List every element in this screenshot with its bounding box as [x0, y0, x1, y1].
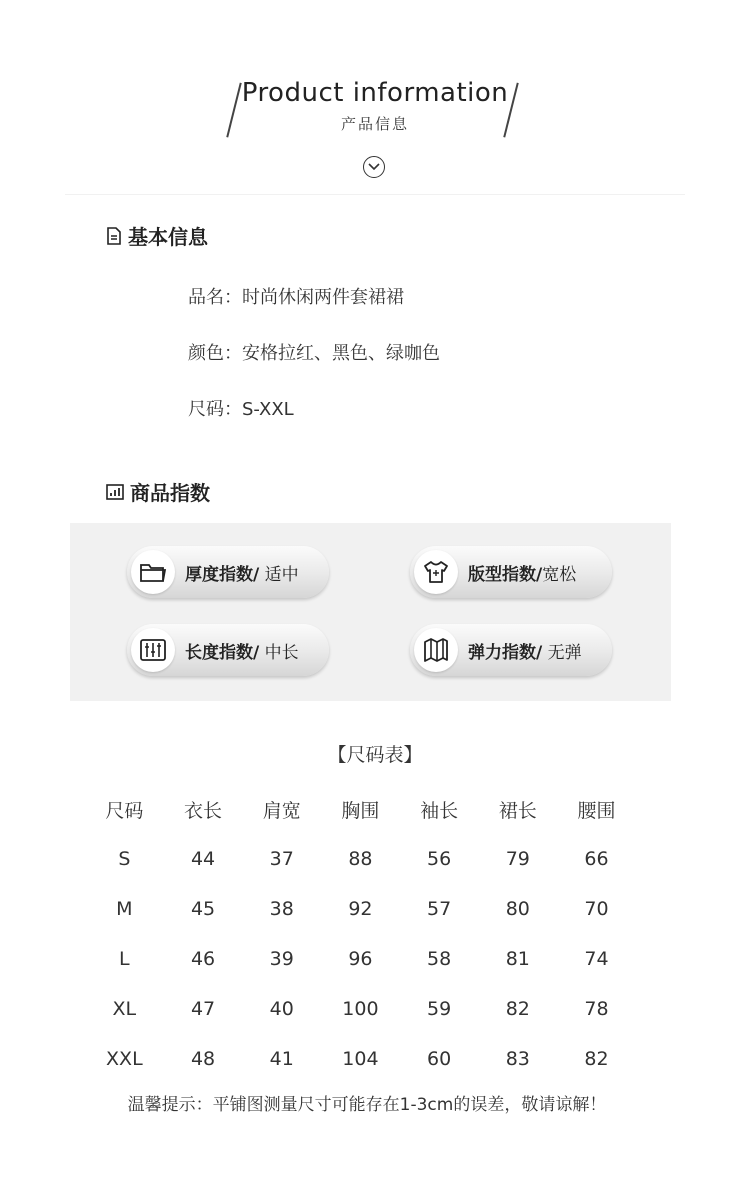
index-pill-fit: [410, 546, 612, 598]
product-index-heading-text: 商品指数: [130, 481, 210, 505]
table-header-cell: 裙长: [498, 799, 537, 822]
table-cell: 40: [269, 998, 294, 1020]
info-row-size: [188, 395, 294, 421]
table-cell: 39: [269, 948, 294, 970]
table-cell: 82: [584, 1048, 609, 1070]
table-cell: S: [118, 848, 131, 870]
index-pill-thickness: [127, 546, 329, 598]
table-cell: 74: [584, 948, 609, 970]
table-header-cell: 胸围: [341, 799, 380, 822]
product-index-panel: [70, 523, 671, 701]
chevron-down-icon: [363, 156, 385, 178]
table-cell: 80: [505, 898, 530, 920]
table-cell: 100: [342, 998, 379, 1020]
basic-info-heading: [106, 221, 208, 250]
info-row-name: [188, 283, 404, 309]
index-value: 中长: [259, 643, 299, 663]
table-cell: 70: [584, 898, 609, 920]
table-cell: 41: [269, 1048, 294, 1070]
measurement-note: 温馨提示：平铺图测量尺寸可能存在1-3cm的误差，敬请谅解！: [127, 1095, 607, 1115]
table-cell: 38: [269, 898, 294, 920]
table-cell: 81: [505, 948, 530, 970]
table-cell: XL: [112, 998, 137, 1020]
table-cell: 44: [190, 848, 216, 870]
table-cell: 78: [584, 998, 609, 1020]
table-cell: 56: [427, 848, 452, 870]
index-label: 长度指数/: [185, 643, 260, 663]
table-cell: 60: [427, 1048, 452, 1070]
table-cell: 46: [190, 948, 216, 970]
table-cell: L: [119, 948, 130, 970]
table-header-cell: 尺码: [105, 799, 144, 822]
basic-info-heading-text: 基本信息: [128, 225, 208, 249]
bar-chart-icon: [106, 484, 124, 500]
table-cell: M: [116, 898, 133, 920]
page-title: Product information: [241, 78, 509, 108]
table-row: [85, 884, 636, 934]
table-cell: 104: [342, 1048, 379, 1070]
table-cell: 48: [190, 1048, 216, 1070]
table-cell: 59: [427, 998, 452, 1020]
table-cell: 58: [427, 948, 452, 970]
size-table: [85, 784, 636, 1084]
index-value: 适中: [259, 565, 299, 585]
table-cell: 92: [348, 898, 373, 920]
index-label: 弹力指数/: [468, 643, 543, 663]
table-cell: 37: [269, 848, 294, 870]
table-row: [85, 834, 636, 884]
table-cell: 82: [505, 998, 530, 1020]
info-value: S-XXL: [242, 399, 294, 420]
table-header-cell: 袖长: [420, 799, 459, 822]
map-icon: [414, 628, 458, 672]
table-row: [85, 984, 636, 1034]
info-value: 时尚休闲两件套裙裙: [242, 287, 404, 308]
table-cell: 79: [505, 848, 530, 870]
table-cell: 57: [427, 898, 452, 920]
table-row: [85, 1034, 636, 1084]
tshirt-icon: [414, 550, 458, 594]
info-label: 颜色：: [188, 343, 242, 364]
table-header-cell: 肩宽: [262, 799, 301, 822]
table-cell: 83: [505, 1048, 530, 1070]
table-header-row: [85, 784, 636, 834]
header-divider: [65, 194, 685, 195]
table-cell: 96: [348, 948, 373, 970]
table-cell: XXL: [106, 1048, 143, 1070]
page-subtitle: 产品信息: [340, 115, 409, 133]
index-label: 厚度指数/: [185, 565, 260, 585]
index-value: 无弹: [542, 643, 582, 663]
document-icon: [106, 227, 122, 245]
info-value: 安格拉红、黑色、绿咖色: [242, 343, 440, 364]
index-pill-elasticity: [410, 624, 612, 676]
table-header-cell: 衣长: [184, 799, 223, 822]
product-index-heading: [106, 477, 210, 506]
info-label: 品名：: [188, 287, 242, 308]
index-pill-length: [127, 624, 329, 676]
table-cell: 66: [584, 848, 609, 870]
table-header-cell: 腰围: [577, 799, 616, 822]
index-label: 版型指数/: [468, 565, 543, 585]
table-row: [85, 934, 636, 984]
size-table-title: 【尺码表】: [327, 744, 423, 766]
table-cell: 47: [190, 998, 216, 1020]
index-value: 宽松: [542, 565, 577, 585]
table-cell: 45: [190, 898, 216, 920]
folder-icon: [131, 550, 175, 594]
ruler-icon: [131, 628, 175, 672]
table-cell: 88: [348, 848, 373, 870]
info-label: 尺码：: [188, 399, 242, 420]
info-row-color: [188, 339, 440, 365]
